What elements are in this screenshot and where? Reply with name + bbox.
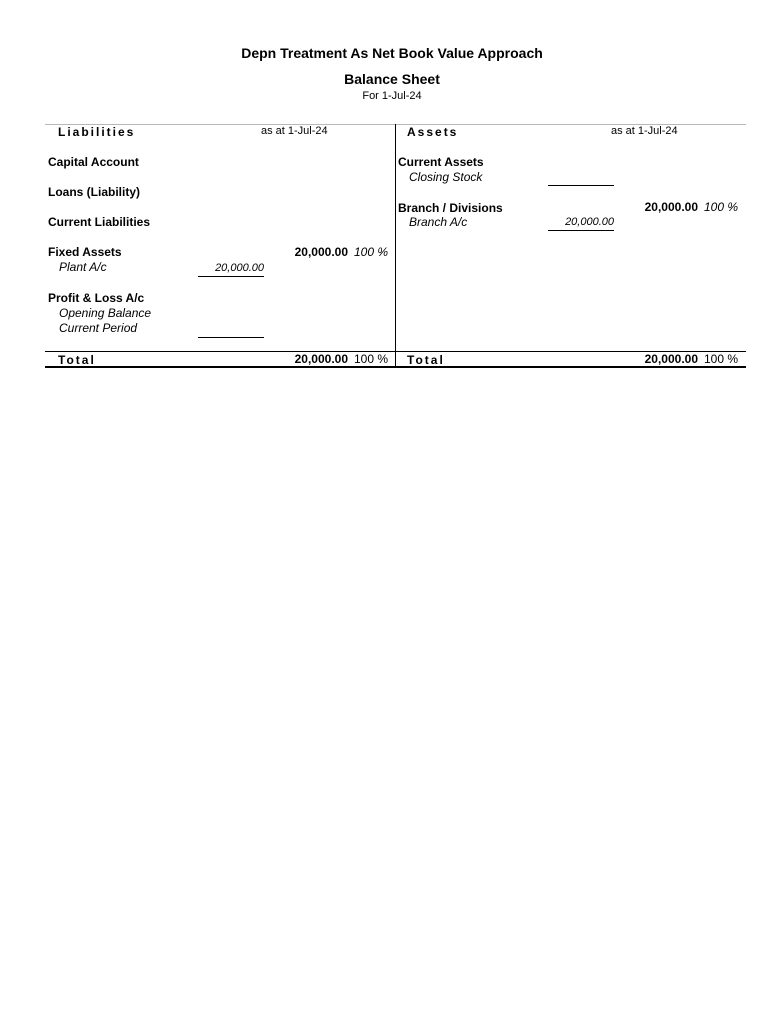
branch-ac-label[interactable]: Branch A/c: [409, 215, 468, 229]
current-period-label[interactable]: Current Period: [59, 321, 138, 335]
liabilities-as-at: as at 1-Jul-24: [261, 125, 328, 137]
assets-heading: Assets: [407, 125, 459, 139]
company-name: Depn Treatment As Net Book Value Approach: [241, 45, 543, 61]
closing-stock-underline: [548, 185, 614, 186]
plant-ac-amount: 20,000.00: [215, 262, 264, 274]
liabilities-total-percent: 100 %: [354, 352, 389, 366]
branch-divisions-percent: 100 %: [704, 200, 739, 214]
assets-total-percent: 100 %: [704, 352, 739, 366]
liabilities-total-label: Total: [58, 353, 96, 367]
column-divider: [395, 124, 396, 368]
assets-total-amount: 20,000.00: [644, 352, 698, 366]
capital-account-label[interactable]: Capital Account: [48, 155, 139, 169]
branch-ac-amount: 20,000.00: [565, 216, 614, 228]
fixed-assets-amount: 20,000.00: [294, 245, 348, 259]
branch-divisions-amount: 20,000.00: [644, 200, 698, 214]
report-period: For 1-Jul-24: [362, 90, 422, 102]
loans-label[interactable]: Loans (Liability): [48, 185, 141, 199]
profit-loss-label[interactable]: Profit & Loss A/c: [48, 291, 145, 305]
liabilities-total-amount: 20,000.00: [294, 352, 348, 366]
liabilities-heading: Liabilities: [58, 125, 136, 139]
report-title: Balance Sheet: [344, 71, 440, 87]
assets-as-at: as at 1-Jul-24: [611, 125, 678, 137]
balance-sheet-table: [45, 124, 746, 370]
branch-divisions-label[interactable]: Branch / Divisions: [398, 201, 503, 215]
fixed-assets-percent: 100 %: [354, 245, 389, 259]
closing-stock-label[interactable]: Closing Stock: [409, 170, 483, 184]
branch-ac-underline: [548, 230, 614, 231]
plant-ac-underline: [198, 276, 264, 277]
opening-balance-label[interactable]: Opening Balance: [59, 306, 152, 320]
bottom-rule: [45, 366, 746, 368]
fixed-assets-label[interactable]: Fixed Assets: [48, 245, 122, 259]
profit-loss-underline: [198, 337, 264, 338]
assets-total-label: Total: [407, 353, 445, 367]
current-liabilities-label[interactable]: Current Liabilities: [48, 215, 151, 229]
current-assets-label[interactable]: Current Assets: [398, 155, 484, 169]
plant-ac-label[interactable]: Plant A/c: [59, 260, 107, 274]
